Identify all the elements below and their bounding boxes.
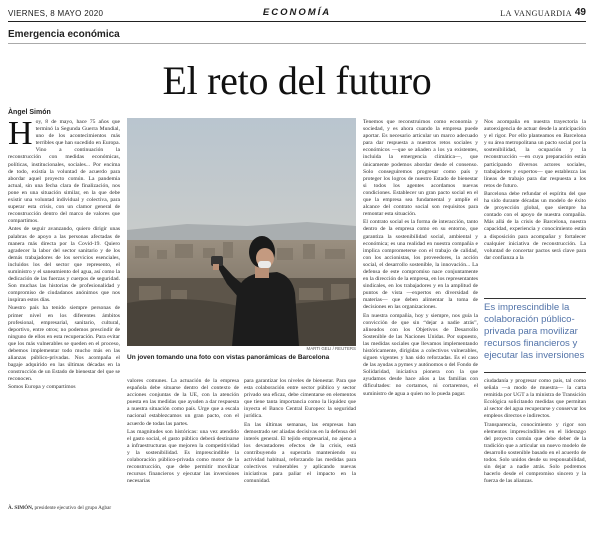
issue-date: VIERNES, 8 MAYO 2020 [8,9,104,18]
column-1 [8,119,120,504]
header-rule [8,21,586,22]
pull-quote: Es imprescindible la colaboración público-privada para movilizar recursos financieros y ejecutar las inversiones [484,302,585,362]
author-signature [8,505,120,512]
paragraph: Nuestro país ha tenido siempre personas de primer nivel en los diferentes ámbitos profesional, empresarial, sanitario, cultural, deportivo, entre otros; no podemos prescindir de ninguno de ellos en esta recuperación. Para evitar que los más vulnerables se queden en el proceso, debemos implementar todo mucho más en las alianzas público-privadas. Nos acompaña el bagaje adquirido en las últimas décadas en la construcción de un Estado de bienestar del que se reconocen. [8,305,120,383]
barcelona-panorama-image [127,118,356,346]
photo-credit: MARTI GELI / REUTERS [306,346,356,351]
column-5 [484,119,586,295]
paragraph: Antes de seguir avanzando, quiero dirigir unas palabras de apoyo a las personas afectadas de manera más directa por la Covid-19. Quiero agradecer la labor del sector sanitario y de los demás trabajadores de los servicios esenciales, incluidos los del sector que represento, el suministro y el saneamiento del agua, así como la dedicación de las fuerzas y cuerpos de seguridad. Son muchas las historias de profesionalidad y compromiso de ciudadanos anónimos que nos inspiran estos días. [8,226,120,304]
paragraph: Barcelona debe refundar el espíritu del que ha sido durante décadas un modelo de éxito de proyección global, que siempre ha contado con el apoyo de nuestra compañía. Más allá de la crisis de Barcelona, nuestra capacidad, experiencia y conocimiento están a disposición para acompañar y fortalecer cualquier iniciativa de reconstrucción. La voluntad de concertar pactos será clave para dar confianza a la [484,190,586,261]
signature-role: presidente ejecutivo del grupo Agbar [34,505,112,511]
page-number: 49 [574,7,586,18]
pull-quote-top-rule [484,298,586,299]
pull-quote-bottom-rule [484,372,586,373]
signature-name: À. SIMÓN, [8,505,34,511]
paragraph: El contrato social es la forma de interacción, tanto dentro de la empresa como en su entorno, que garantiza la sostenibilidad social, ambiental y económica; es una realidad en nuestra compañía e implica comprometerse con el trabajo de calidad, con los accionistas, los proveedores, la acción social, el desarrollo sostenible, la innovación... La defensa de este compromiso nace conjuntamente en la dirección de la empresa, en los representantes sindicales, en los trabajadores y en la amplitud de puntos de vista —expertos en diversidad de materias— que deben alimentar la toma de decisiones en las organizaciones. [363,219,478,311]
newspaper-name: LA VANGUARDIA [500,9,572,18]
section-name: ECONOMÍA [262,7,332,18]
author-name: Àngel Simón [8,109,51,116]
paragraph: valores comunes. La actuación de la empresa española debe situarse dentro del contexto de acciones conjuntas de la UE, con la atención puesta en las medidas que ayuden a dar respuesta a nuestra situación como país. Urge que a escala nacional establezcamos un gran pacto, con el acuerdo de todas las partes. [127,378,239,427]
article-photo [127,118,356,346]
paragraph: Las magnitudes son históricas: una vez atendido el gasto social, el gasto público deberá destinarse a infraestructuras que mejoren la competitividad y la sostenibilidad. Es imprescindible la colaboración público-privada como motor de la reconstrucción, que debe permitir movilizar recursos financieros y ejecutar las inversiones necesarias [127,428,239,485]
article-title: El reto del futuro [162,58,432,103]
page-header [8,7,586,21]
paragraph: Somos Europa y compartimos [8,384,76,391]
column-4 [363,119,478,529]
section-kicker: Emergencia económica [8,29,120,40]
paragraph: En las últimas semanas, las empresas han demostrado ser aliadas decisivas en la defensa del interés general. El tejido empresarial, no ajeno a los devastadores efectos de la crisis, está contribuyendo a superarla manteniendo su actividad habitual, reforzando las medidas para colectivos vulnerables y aplicando nuevas iniciativas para paliar el impacto en la comunidad. [244,421,356,485]
paragraph: para garantizar los niveles de bienestar. Para que esta colaboración entre sector público y sector privado sea eficaz, debe cimentarse en elementos que tiene tanta importancia como la liquidez que inyecta el Banco Central Europeo: la seguridad jurídica. [244,378,356,420]
kicker-rule [8,43,586,44]
paragraph: Transparencia, conocimiento y rigor son elementos imprescindibles en el liderazgo del proyecto común que debe deber de la tradición que a articular un nuevo modelo de desarrollo sostenible basado en el acuerdo de todos. Solo unidos desde su responsabilidad, sin dejar a nadie atrás. Solo podremos hacerlo desde el compromiso sincero y la fuerza de las alianzas. [484,421,586,485]
column-2 [127,378,239,528]
paragraph: En nuestra compañía, hoy y siempre, nos guía la convicción de que sin “dejar a nadie atrás”, alineados con los Objetivos de Desarrollo Sostenible de las Naciones Unidas. Por supuesto, las medidas sociales que llevamos implementando históricamente, dirigidas a colectivos vulnerables, siguen vigentes y han sido reforzadas. Es el caso de las ayudas a pymes y autónomos o del Fondo de Solidaridad, iniciativa pionera con la que ayudamos desde hace años a las familias con dificultades: no cortamos, ni cortaremos, el suministro de agua a quien no lo pueda pagar. [363,312,478,397]
column-6 [484,378,586,528]
drop-cap: H [8,119,33,152]
paragraph: Tenemos que reconstruirnos como economía y sociedad, y es ahora cuando la empresa puede aportar. Es necesario articular un marco adecuado para dar respuesta a nuestros retos sociales y económicos —que se añaden a los ya existentes, incluida la emergencia climática—, que únicamente podemos abordar desde el consenso. Solo conseguiremos progresar como país y proteger los logros de nuestro Estado de bienestar si todos los agentes acordamos nuevas condiciones. Establecer un gran pacto social en el que la empresa sea fundamental y amplíe el alcance del contrato social son requisitos para remontar esta situación. [363,119,478,218]
paragraph: oy, 8 de mayo, hace 75 años que terminó la Segunda Guerra Mundial, uno de los acontecimientos más terribles que han sucedido en Europa. Vino a continuación la reconstrucción con medidas económicas, políticas, institucionales, sociales... Por encima de todo, existía la voluntad de acuerdo para abordar aquel proyecto común. La pandemia actual, sin una fecha clara de finalización, nos pone en una situación similar, en la que debe existir una voluntad individual y colectiva, para superar esta crisis, con un clamor general de reconstrucción dentro del marco de valores que compartimos. [8,119,120,225]
photo-caption: Un joven tomando una foto con vistas panorámicas de Barcelona [127,354,330,361]
paragraph: Nos acompaña en nuestra trayectoria la autoexigencia de actuar desde la anticipación y el rigor. Por ello planteamos en Barcelona y su área metropolitana un pacto social por la sostenibilidad, la ocupación y la reconstrucción —en cuya preparación están participando diversos actores sociales, trabajadores y expertos— que establezca las líneas de trabajo para dar respuesta a los retos de futuro. [484,119,586,189]
column-3 [244,378,356,528]
paragraph: ciudadanía y progresar como país, tal como señala —a modo de muestra— la carta remitida por UGT a la ministra de Transición Ecológica solicitando medidas que permitan al sector del agua recuperarse y conservar los empleos directos e indirectos. [484,378,586,420]
